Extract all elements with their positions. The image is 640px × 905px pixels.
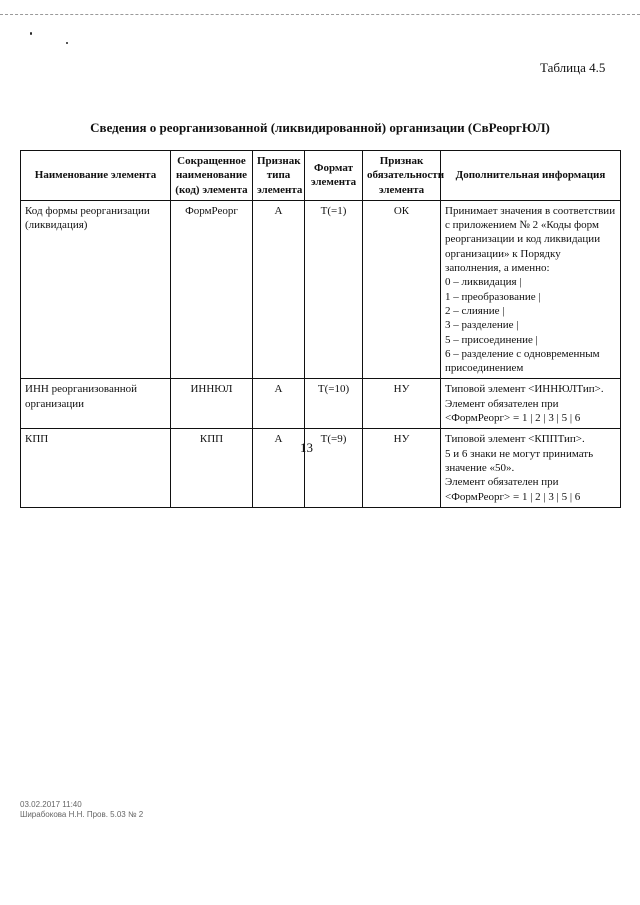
element-name-cell: Код формы реорганизации (ликвидация) bbox=[21, 200, 171, 379]
table-title: Сведения о реорганизованной (ликвидированной) организации (СвРеоргЮЛ) bbox=[90, 120, 550, 135]
element-required-cell: ОК bbox=[363, 200, 441, 379]
scan-page-edge bbox=[0, 14, 640, 15]
table-row bbox=[21, 379, 621, 429]
info-line: Типовой элемент <ИННЮЛТип>. bbox=[445, 383, 604, 396]
stamp-line: Ширабокова Н.Н. Пров. 5.03 № 2 bbox=[20, 809, 144, 819]
table-row bbox=[21, 429, 621, 507]
element-info-cell bbox=[441, 200, 621, 379]
element-code-cell: КПП bbox=[171, 429, 253, 507]
element-type-cell: А bbox=[253, 429, 305, 507]
info-line: 1 – преобразование | bbox=[445, 290, 541, 303]
element-format-cell: T(=9) bbox=[305, 429, 363, 507]
table-number: Таблица 4.5 bbox=[540, 60, 606, 75]
info-line: Элемент обязателен при <ФормРеорг> = 1 | 2 | 3 | 5 | 6 bbox=[445, 397, 581, 425]
column-header: Признак обязательности элемента bbox=[363, 151, 441, 201]
element-required-cell: НУ bbox=[363, 429, 441, 507]
element-type-cell: А bbox=[253, 379, 305, 429]
stamp-line: 03.02.2017 11:40 bbox=[20, 800, 82, 809]
info-line: 2 – слияние | bbox=[445, 304, 505, 317]
info-line: 6 – разделение с одновременным присоединением bbox=[445, 347, 600, 375]
element-code-cell: ИННЮЛ bbox=[171, 379, 253, 429]
column-header: Наименование элемента bbox=[21, 151, 171, 201]
element-name-cell: ИНН реорганизованной организации bbox=[21, 379, 171, 429]
scan-speck bbox=[30, 32, 32, 35]
element-format-cell: T(=1) bbox=[305, 200, 363, 379]
info-line: 5 – присоединение | bbox=[445, 333, 538, 346]
column-header: Признак типа элемента bbox=[253, 151, 305, 201]
specification-table bbox=[20, 150, 621, 508]
table-header-row bbox=[21, 151, 621, 201]
info-line: 5 и 6 знаки не могут принимать значение «50». bbox=[445, 447, 594, 474]
scan-speck bbox=[66, 42, 68, 44]
info-line: Элемент обязателен при <ФормРеорг> = 1 | 2 | 3 | 5 | 6 bbox=[445, 476, 581, 503]
info-line: Принимает значения в соответствии с приложением № 2 «Коды форм реорганизации и код ликвидации организации» к Порядку заполнения, а именно: bbox=[445, 204, 616, 275]
table-row bbox=[21, 200, 621, 379]
column-header: Дополнительная информация bbox=[441, 151, 621, 201]
info-line: 0 – ликвидация | bbox=[445, 276, 522, 289]
element-type-cell: А bbox=[253, 200, 305, 379]
element-name-cell: КПП bbox=[21, 429, 171, 507]
column-header: Сокращенное наименование (код) элемента bbox=[171, 151, 253, 201]
element-info-cell bbox=[441, 379, 621, 429]
info-line: 3 – разделение | bbox=[445, 319, 519, 332]
element-info-cell bbox=[441, 429, 621, 507]
electronic-signature-stamp bbox=[20, 800, 143, 819]
element-code-cell: ФормРеорг bbox=[171, 200, 253, 379]
element-format-cell: T(=10) bbox=[305, 379, 363, 429]
page-number: 13 bbox=[300, 440, 313, 455]
info-line: Типовой элемент <КППТип>. bbox=[445, 433, 585, 446]
element-required-cell: НУ bbox=[363, 379, 441, 429]
column-header: Формат элемента bbox=[305, 151, 363, 201]
